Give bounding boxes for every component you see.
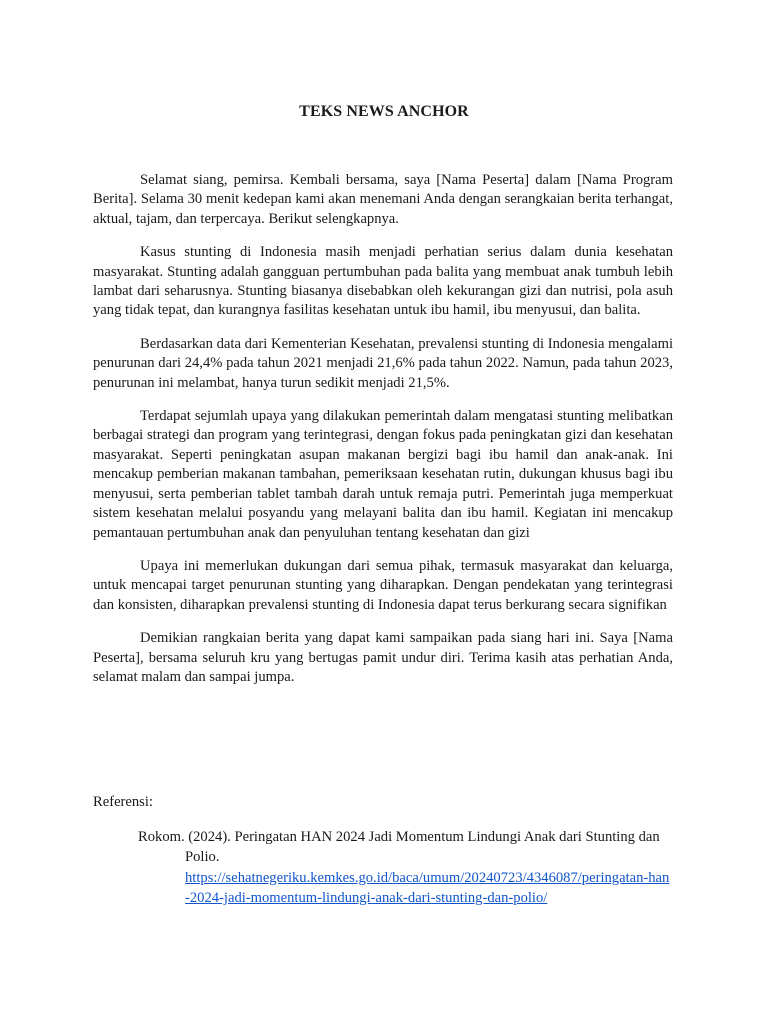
reference-link[interactable]: https://sehatnegeriku.kemkes.go.id/baca/umum/20240723/4346087/peringatan-han-2024-jadi-momentum-lindungi-anak-dari-stunting-dan-polio/: [185, 869, 670, 906]
paragraph-support: Upaya ini memerlukan dukungan dari semua pihak, termasuk masyarakat dan keluarga, untuk mencapai target penurunan stunting yang diharapkan. Dengan pendekatan yang terintegrasi dan konsisten, diharapkan prevalensi stunting di Indonesia dapat terus berkurang secara signifikan: [93, 557, 673, 613]
paragraph-closing: Demikian rangkaian berita yang dapat kami sampaikan pada siang hari ini. Saya [Nama Peserta], bersama seluruh kru yang bertugas pamit undur diri. Terima kasih atas perhatian Anda, selamat malam dan sampai jumpa.: [93, 630, 673, 685]
reference-citation: Rokom. (2024). Peringatan HAN 2024 Jadi Momentum Lindungi Anak dari Stunting dan Polio.: [138, 829, 660, 866]
paragraph-opening: Selamat siang, pemirsa. Kembali bersama, saya [Nama Peserta] dalam [Nama Program Berita]. Selama 30 menit kedepan kami akan menemani Anda dengan serangkaian berita terhangat, aktual, tajam, dan terpercaya. Berikut selengkapnya.: [93, 172, 673, 227]
document-body: [93, 171, 673, 701]
paragraph-government-efforts: Terdapat sejumlah upaya yang dilakukan pemerintah dalam mengatasi stunting melibatkan berbagai strategi dan program yang terintegrasi, dengan fokus pada peningkatan gizi dan kesehatan masyarakat. Seperti peningkatan asupan makanan bergizi bagi ibu hamil dan anak-anak. Ini mencakup pemberian makanan tambahan, pemeriksaan kesehatan rutin, dukungan khusus bagi ibu menyusui, serta pemberian tablet tambah darah untuk remaja putri. Pemerintah juga memperkuat sistem kesehatan melalui posyandu yang melayani balita dan ibu hamil. Kegiatan ini mencakup pemantauan pertumbuhan anak dan penyuluhan tentang kesehatan dan gizi: [93, 408, 673, 541]
references-heading: Referensi:: [93, 794, 153, 810]
paragraph-prevalence-data: Berdasarkan data dari Kementerian Kesehatan, prevalensi stunting di Indonesia mengalami penurunan dari 24,4% pada tahun 2021 menjadi 21,6% pada tahun 2022. Namun, pada tahun 2023, penurunan ini melambat, hanya turun sedikit menjadi 21,5%.: [93, 335, 673, 391]
reference-entry: [138, 827, 673, 908]
document-title: TEKS NEWS ANCHOR: [299, 103, 469, 120]
paragraph-stunting-definition: Kasus stunting di Indonesia masih menjadi perhatian serius dalam dunia kesehatan masyarakat. Stunting adalah gangguan pertumbuhan pada balita yang membuat anak tumbuh lebih lambat dari seharusnya. Stunting biasanya disebabkan oleh kekurangan gizi dan nutrisi, pola asuh yang tidak tepat, dan kurangnya fasilitas kesehatan untuk ibu hamil, ibu menyusui, dan balita.: [93, 244, 673, 319]
